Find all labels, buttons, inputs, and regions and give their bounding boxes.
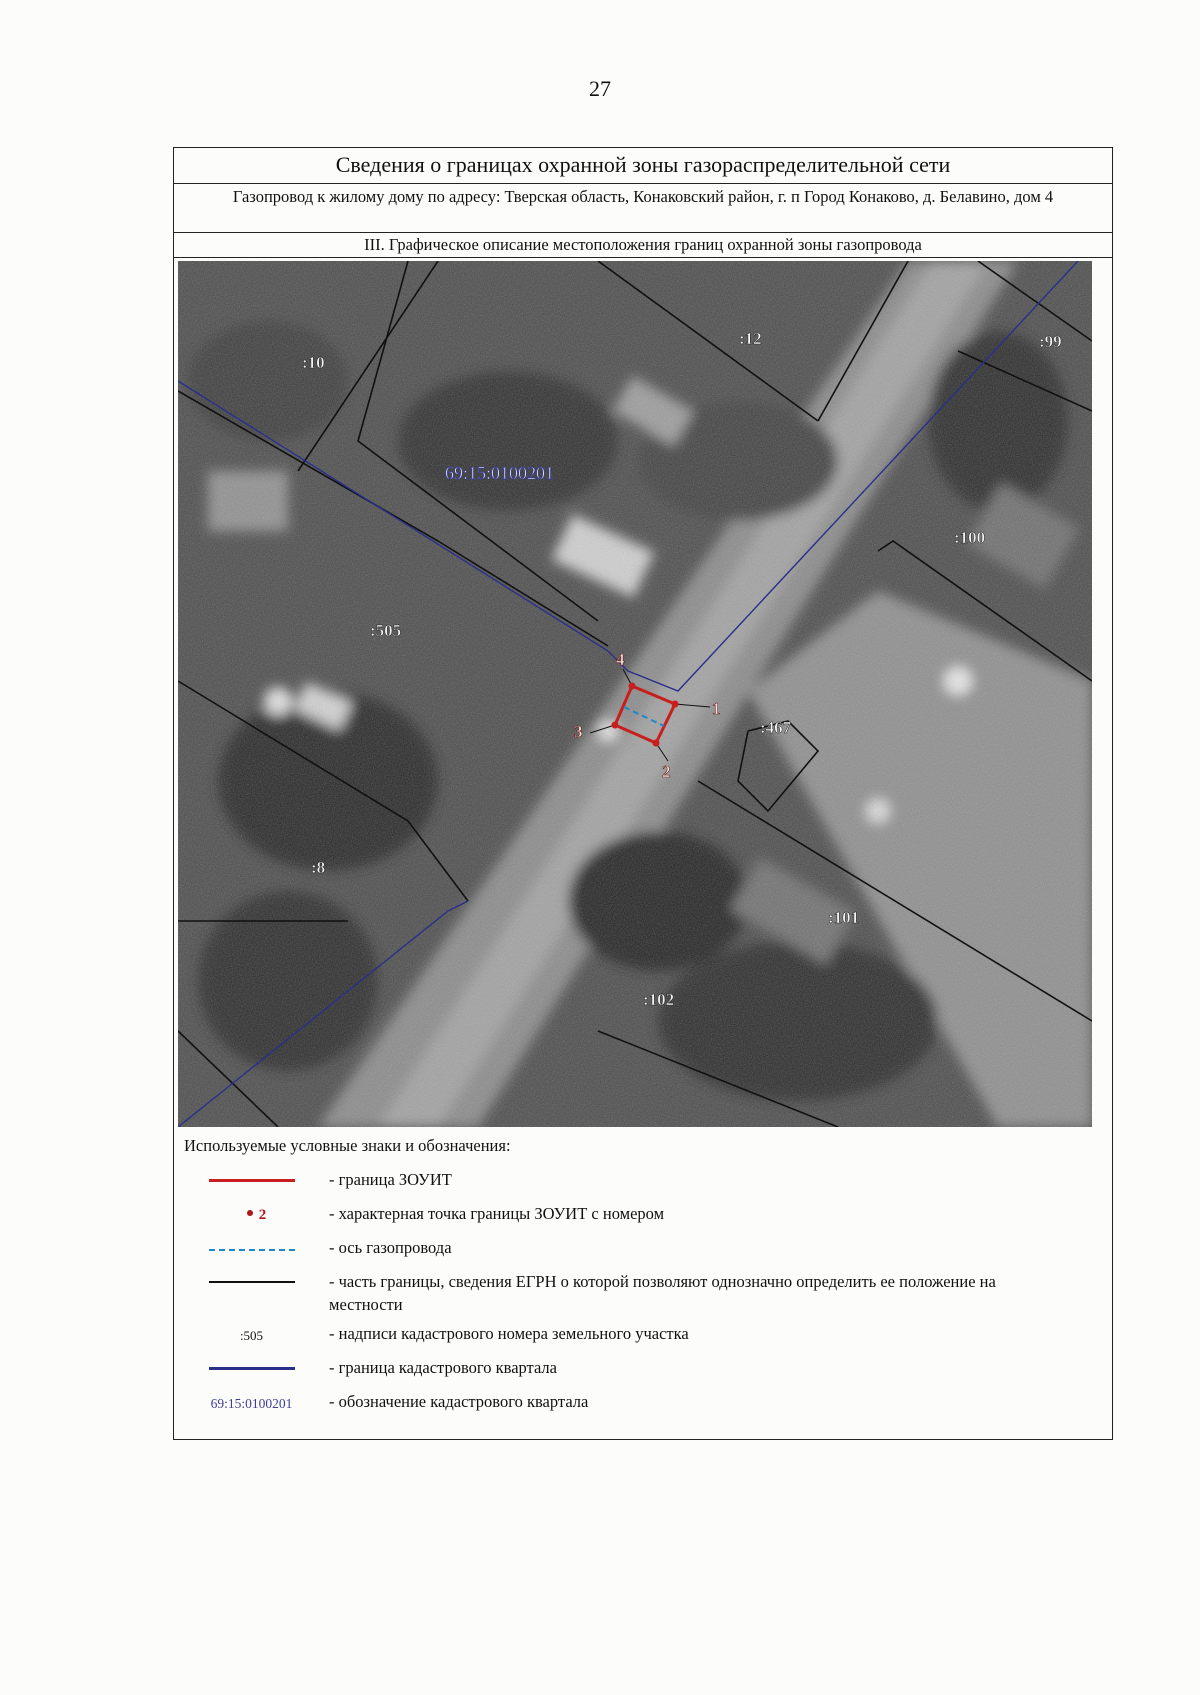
legend-item-zone-point: 2 - характерная точка границы ЗОУИТ с номером bbox=[174, 1202, 1110, 1236]
blue-dash-symbol bbox=[209, 1249, 295, 1251]
legend-item-quarter-label: 69:15:0100201 - обозначение кадастрового квартала bbox=[210, 1392, 589, 1411]
parcel-label-100: :100 bbox=[954, 528, 986, 547]
zone-point-label-4: 4 bbox=[616, 650, 625, 669]
parcel-label-8: :8 bbox=[311, 858, 326, 877]
black-line-symbol bbox=[209, 1281, 295, 1283]
parcel-label-symbol: :505 bbox=[239, 1328, 264, 1343]
quarter-label-symbol: 69:15:0100201 bbox=[210, 1396, 293, 1411]
map-legend bbox=[174, 1136, 1110, 1424]
red-point-symbol: 2 bbox=[247, 1207, 267, 1224]
page-number: 27 bbox=[589, 76, 611, 101]
parcel-label-102: :102 bbox=[643, 990, 675, 1009]
zone-point-2[interactable] bbox=[653, 740, 660, 747]
sheet-title: Сведения о границах охранной зоны газораспределительной сети bbox=[174, 148, 1112, 184]
parcel-label-99: :99 bbox=[1039, 332, 1062, 351]
object-description: Газопровод к жилому дому по адресу: Тверская область, Конаковский район, г. п Город Конаково, д. Белавино, дом 4 bbox=[174, 184, 1112, 233]
zone-point-label-2: 2 bbox=[662, 762, 671, 781]
quarter-label: 69:15:0100201 bbox=[445, 463, 555, 483]
navy-line-symbol bbox=[209, 1367, 295, 1370]
parcel-label-505: :505 bbox=[370, 621, 402, 640]
zone-point-label-3: 3 bbox=[574, 722, 583, 741]
legend-item-quarter-boundary: - граница кадастрового квартала bbox=[174, 1356, 1110, 1390]
legend-title: Используемые условные знаки и обозначения: bbox=[184, 1136, 511, 1155]
zone-point-3[interactable] bbox=[612, 722, 619, 729]
zone-point-1[interactable] bbox=[672, 701, 679, 708]
zone-point-4[interactable] bbox=[629, 683, 636, 690]
aerial-map[interactable] bbox=[178, 261, 1092, 1127]
legend-item-parcel-boundary: - часть границы, сведения ЕГРН о которой позволяют однозначно определить ее положение на местности bbox=[174, 1270, 1110, 1322]
legend-item-parcel-label: :505 - надписи кадастрового номера земельного участка bbox=[239, 1324, 689, 1343]
zone-point-label-1: 1 bbox=[712, 699, 721, 718]
parcel-label-467: :467 bbox=[760, 718, 792, 737]
parcel-label-101: :101 bbox=[828, 908, 860, 927]
legend-item-gas-axis: - ось газопровода bbox=[174, 1236, 1110, 1270]
red-line-symbol bbox=[209, 1179, 295, 1182]
parcel-label-12: :12 bbox=[739, 329, 762, 348]
legend-item-zone-boundary: - граница ЗОУИТ bbox=[174, 1168, 1110, 1202]
parcel-label-10: :10 bbox=[302, 353, 325, 372]
section-title: III. Графическое описание местоположения границ охранной зоны газопровода bbox=[174, 233, 1112, 258]
cadastral-sheet bbox=[173, 147, 1113, 1440]
aerial-imagery bbox=[178, 261, 1092, 1127]
